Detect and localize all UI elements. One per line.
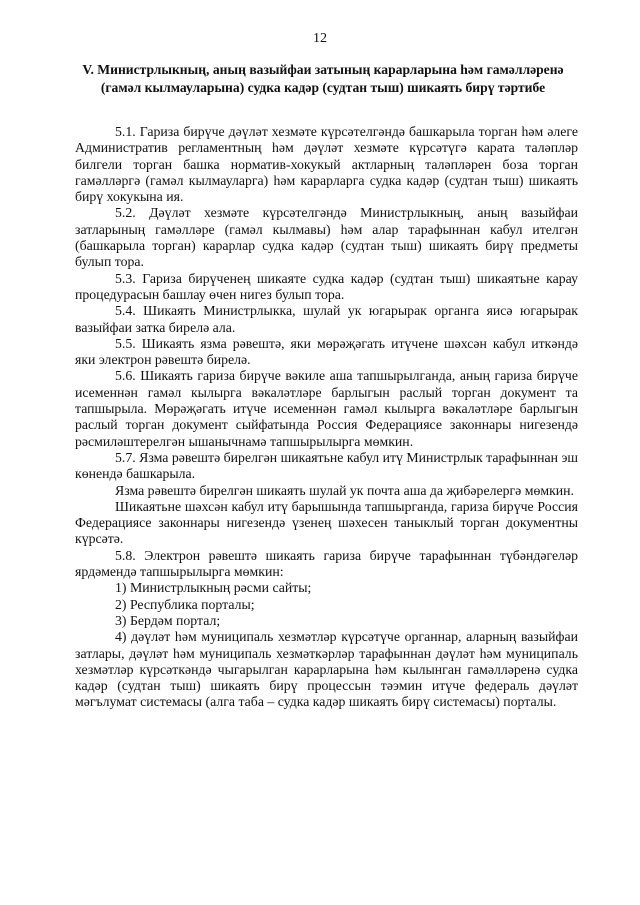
list-item-2: 2) Республика порталы; [115,596,255,612]
document-body [75,124,578,711]
paragraph-5-5: 5.5. Шикаять язма рәвештә, яки мөрәҗәгать итүчене шәхсән кабул иткәндә яки электрон рәвештә бирелә. [75,335,578,368]
paragraph-5-8: 5.8. Электрон рәвештә шикаять гариза бирүче тарафыннан түбәндәгеләр ярдәмендә тапшырылырга мөмкин: [75,547,578,580]
paragraph-5-7-mail: Язма рәвештә бирелгән шикаять шулай ук почта аша да җибәрелергә мөмкин. [115,482,574,498]
paragraph-5-2: 5.2. Дәүләт хезмәте күрсәтелгәндә Министрлыкның, аның вазыйфаи затларының гамәлләре (гамәл кылмавы) һәм алар тарафыннан кабул ителгән (башкарыла торган) карарлар судка кадәр (судтан тыш) шикаять бирү предметы булып тора. [75,205,578,270]
list-item-3: 3) Бердәм портал; [115,612,221,628]
paragraph-5-3: 5.3. Гариза бирүченең шикаяте судка кадәр (судтан тыш) шикаятьне карау процедурасын башлау өчен нигез булып тора. [75,270,578,302]
page-number: 12 [313,31,327,46]
paragraph-5-7-identity: Шикаятьне шәхсән кабул итү барышында тапшырганда, гариза бирүче Россия Федерациясе законнары нигезендә үзенең шәхесен таныклый торган документны күрсәтә. [75,498,578,547]
list-item-4: 4) дәүләт һәм муниципаль хезмәтләр күрсәтүче органнар, аларның вазыйфаи затлары, дәүләт һәм муниципаль хезмәткәрләр тарафыннан дәүләт һәм муниципаль хезмәтләр күрсәткәндә чыгарылган карарларына һәм кылынган гамәлләренә судка кадәр (судтан тыш) шикаять бирү процессын тәэмин итүче федераль дәүләт мәгълумат системасы (алга таба – судка кадәр шикаять бирү системасы) порталы. [75,629,578,710]
list-item-1: 1) Министрлыкның рәсми сайты; [115,580,312,596]
paragraph-5-4: 5.4. Шикаять Министрлыкка, шулай ук югарырак органга яисә югарырак вазыйфаи затка бирелә ала. [75,303,578,335]
paragraph-5-1: 5.1. Гариза бирүче дәүләт хезмәте күрсәтелгәндә башкарыла торган һәм әлеге Административ регламентның һәм дәүләт хезмәте күрсәтүгә карата таләпләр билгели торган башка норматив-хокукый актларның таләпләрен боза торган гамәлләргә (гамәл кылмауларга) һәм карарларга судка кадәр (судтан тыш) шикаять бирү хокукына ия. [75,124,578,205]
paragraph-5-7: 5.7. Язма рәвештә бирелгән шикаятьне кабул итү Министрлык тарафыннан эш көнендә башкарыла. [75,449,578,482]
section-heading: V. Министрлыкның, аның вазыйфаи затының карарларына һәм гамәлләренә (гамәл кылмауларына) судка кадәр (судтан тыш) шикаять бирү тәртибе [82,62,564,95]
paragraph-5-6: 5.6. Шикаять гариза бирүче вәкиле аша тапшырылганда, аның гариза бирүче исеменнән гамәл кылырга вәкаләтләре барлыгын раслый торган документ та тапшырыла. Мөрәҗәгать итүче исеменнән гамәл кылырга вәкаләтләре барлыгын раслый торган документ сыйфатында Россия Федерациясе законнары нигезендә рәсмиләштерелгән ышанычнамә тапшырылырга мөмкин. [75,368,578,449]
